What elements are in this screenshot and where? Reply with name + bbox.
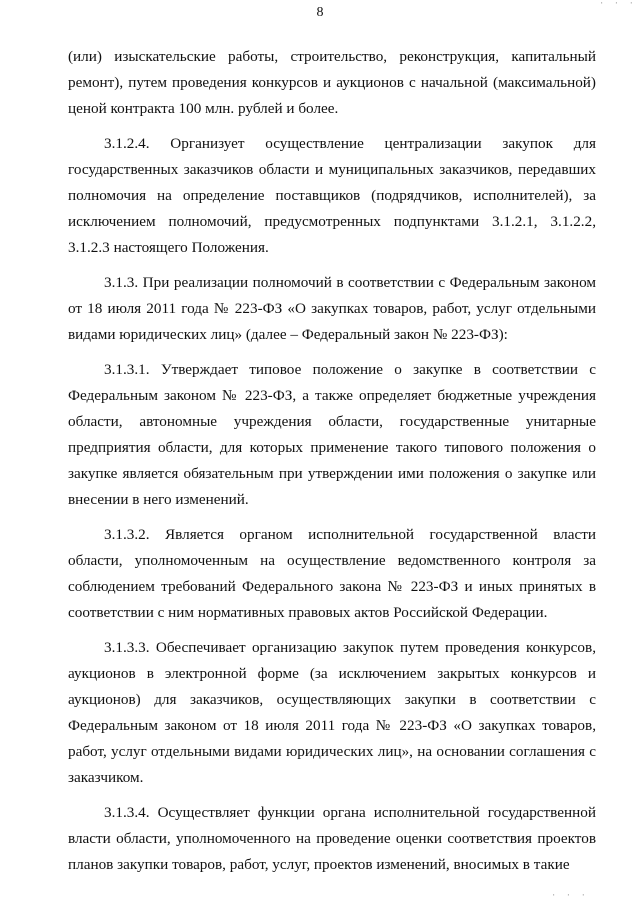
paragraph-3-1-3-1: 3.1.3.1. Утверждает типовое положение о закупке в соответствии с Федеральным законом № 223-ФЗ, а также определяет бюджетные учреждения области, автономные учреждения области, государственные унитарные предприятия области, для которых применение такого типового положения о закупке является обязательным при утверждении ими положения о закупке или внесении в него изменений. [68,361,596,508]
scan-artifact-bottom: · · · [550,891,588,901]
scan-artifact-top: · · · [598,0,636,9]
paragraph-3-1-2-4: 3.1.2.4. Организует осуществление централизации закупок для государственных заказчиков области и муниципальных заказчиков, передавших полномочия на определение поставщиков (подрядчиков, исполнителей), за исключением полномочий, предусмотренных подпунктами 3.1.2.1, 3.1.2.2, 3.1.2.3 настоящего Положения. [68,135,596,256]
page-number: 8 [316,5,324,20]
paragraph-3-1-3: 3.1.3. При реализации полномочий в соответствии с Федеральным законом от 18 июля 2011 года № 223-ФЗ «О закупках товаров, работ, услуг отдельными видами юридических лиц» (далее – Федеральный закон № 223-ФЗ): [68,274,596,343]
paragraph-3-1-3-4: 3.1.3.4. Осуществляет функции органа исполнительной государственной власти области, уполномоченного на проведение оценки соответствия проектов планов закупки товаров, работ, услуг, проектов изменений, вносимых в такие [68,804,596,873]
paragraph-3-1-3-2: 3.1.3.2. Является органом исполнительной государственной власти области, уполномоченным на осуществление ведомственного контроля за соблюдением требований Федерального закона № 223-ФЗ и иных принятых в соответствии с ним нормативных правовых актов Российской Федерации. [68,526,596,621]
paragraph-3-1-3-3: 3.1.3.3. Обеспечивает организацию закупок путем проведения конкурсов, аукционов в электронной форме (за исключением закрытых конкурсов и аукционов) для заказчиков, осуществляющих закупки в соответствии с Федеральным законом от 18 июля 2011 года № 223-ФЗ «О закупках товаров, работ, услуг отдельными видами юридических лиц», на основании соглашения с заказчиком. [68,639,596,786]
paragraph-continuation-3-1-2-3: (или) изыскательские работы, строительство, реконструкция, капитальный ремонт), путем проведения конкурсов и аукционов с начальной (максимальной) ценой контракта 100 млн. рублей и более. [68,48,596,117]
document-body [68,44,596,887]
